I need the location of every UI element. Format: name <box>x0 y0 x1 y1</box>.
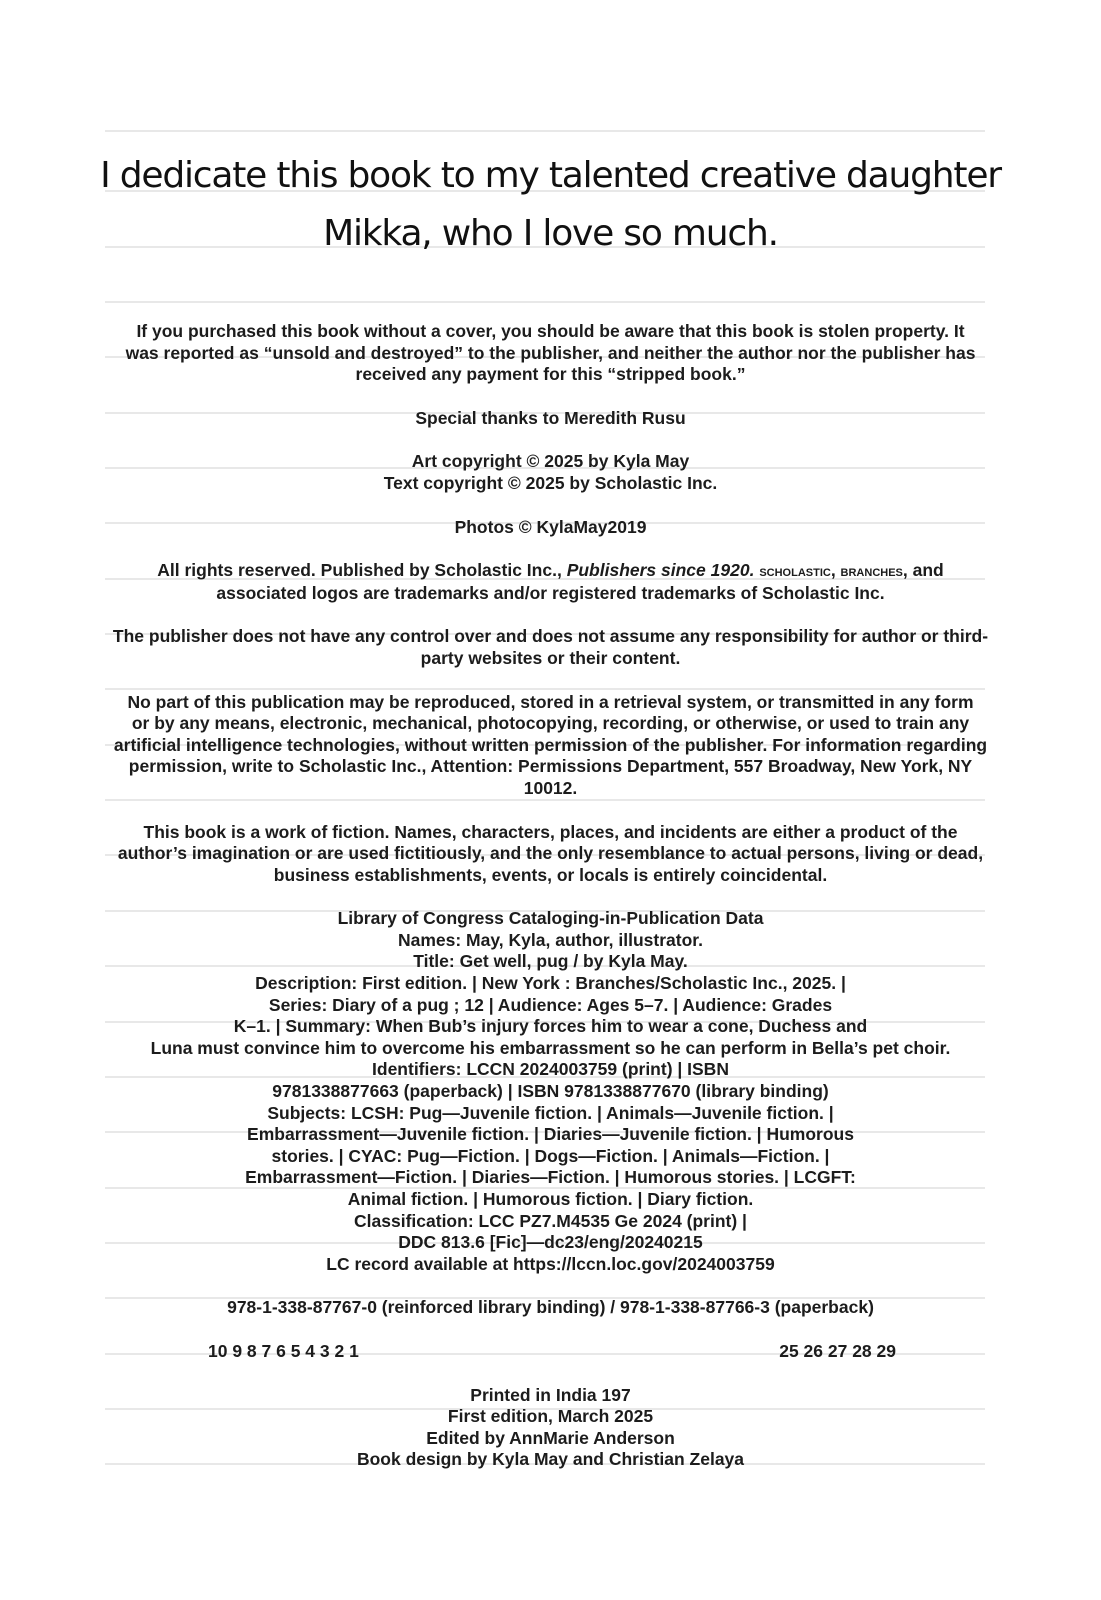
cip-line: Names: May, Kyla, author, illustrator. <box>397 929 704 950</box>
cip-line: Library of Congress Cataloging-in-Publication Data <box>337 908 764 929</box>
noreproduce-line-5: 10012. <box>523 777 578 798</box>
cip-line: Title: Get well, pug / by Kyla May. <box>413 951 688 972</box>
rights-text-2: , <box>830 560 841 581</box>
noreproduce-line-3: artificial intelligence technologies, without written permission of the publisher. For information regarding <box>113 734 988 755</box>
copyright-notice <box>100 451 1001 494</box>
noreproduce-line-1: No part of this publication may be reproduced, stored in a retrieval system, or transmitted in any form <box>127 691 974 712</box>
design-credit: Book design by Kyla May and Christian Zelaya <box>356 1449 745 1470</box>
thanks-line: Special thanks to Meredith Rusu <box>415 407 686 428</box>
rights-line-1 <box>100 560 1001 583</box>
cip-line: DDC 813.6 [Fic]—dc23/eng/20240215 <box>398 1232 703 1253</box>
isbn-text: 978-1-338-87767-0 (reinforced library binding) / 978-1-338-87766-3 (paperback) <box>227 1297 874 1318</box>
cip-line: Embarrassment—Fiction. | Diaries—Fiction. | Humorous stories. | LCGFT: <box>245 1167 856 1188</box>
rights-text-1: All rights reserved. Published by Scholastic Inc., <box>157 560 567 581</box>
cip-line: Embarrassment—Juvenile fiction. | Diaries—Juvenile fiction. | Humorous <box>247 1124 854 1145</box>
print-year-sequence: 25 26 27 28 29 <box>779 1340 896 1361</box>
trademark-scholastic: scholastic <box>759 563 831 581</box>
rights-reserved <box>100 560 1001 604</box>
cip-line: stories. | CYAC: Pug—Fiction. | Dogs—Fiction. | Animals—Fiction. | <box>271 1145 830 1166</box>
third-party-disclaimer <box>100 626 1001 669</box>
isbn-line <box>100 1297 1001 1319</box>
photos-line: Photos © KylaMay2019 <box>454 516 647 537</box>
cip-line: Classification: LCC PZ7.M4535 Ge 2024 (print) | <box>354 1210 747 1231</box>
cataloging-in-publication-data <box>100 908 1001 1275</box>
noreproduce-line-4: permission, write to Scholastic Inc., Attention: Permissions Department, 557 Broadway, New York, NY <box>128 756 973 777</box>
dedication-line-1: I dedicate this book to my talented creative daughter <box>100 155 1001 196</box>
fiction-line-2: author’s imagination or are used fictitiously, and the only resemblance to actual persons, living or dead, <box>117 843 984 864</box>
cip-line: 9781338877663 (paperback) | ISBN 9781338877670 (library binding) <box>272 1081 829 1102</box>
dedication <box>100 147 1001 263</box>
fiction-line-3: business establishments, events, or locals is entirely coincidental. <box>273 864 828 885</box>
cip-line: Series: Diary of a pug ; 12 | Audience: Ages 5–7. | Audience: Grades <box>268 994 833 1015</box>
print-number-sequence: 10 9 8 7 6 5 4 3 2 1 <box>208 1340 359 1361</box>
cip-line: Description: First edition. | New York : Branches/Scholastic Inc., 2025. | <box>255 973 846 994</box>
cip-line: Subjects: LCSH: Pug—Juvenile fiction. | Animals—Juvenile fiction. | <box>267 1102 834 1123</box>
editor-credit: Edited by AnnMarie Anderson <box>426 1427 675 1448</box>
cip-line: LC record available at https://lccn.loc.gov/2024003759 <box>326 1253 775 1274</box>
cip-line: Luna must convince him to overcome his embarrassment so he can perform in Bella’s pet choir. <box>150 1037 951 1058</box>
cip-line: Identifiers: LCCN 2024003759 (print) | ISBN <box>372 1059 729 1080</box>
notice-line-1: If you purchased this book without a cover, you should be aware that this book is stolen property. It <box>136 321 965 341</box>
text-copyright: Text copyright © 2025 by Scholastic Inc. <box>383 472 718 493</box>
photo-credit <box>100 517 1001 539</box>
copyright-page <box>100 120 1001 1471</box>
rights-text-3: , and <box>902 560 944 581</box>
printing-info <box>100 1385 1001 1471</box>
cip-line: K–1. | Summary: When Bub’s injury forces him to wear a cone, Duchess and <box>233 1016 868 1037</box>
notice-line-3: received any payment for this “stripped book.” <box>355 364 746 385</box>
stripped-book-notice <box>100 321 1001 386</box>
noreproduce-line-2: or by any means, electronic, mechanical, photocopying, recording, or otherwise, or used to train any <box>131 713 970 734</box>
art-copyright: Art copyright © 2025 by Kyla May <box>411 451 690 472</box>
publisher-tagline: Publishers since 1920. <box>566 560 755 581</box>
edition: First edition, March 2025 <box>447 1406 654 1427</box>
cip-line: Animal fiction. | Humorous fiction. | Diary fiction. <box>347 1189 754 1209</box>
notice-line-2: was reported as “unsold and destroyed” to the publisher, and neither the author nor the publisher has <box>125 342 976 363</box>
fiction-disclaimer <box>100 822 1001 887</box>
thirdparty-line-1: The publisher does not have any control over and does not assume any responsibility for author or third- <box>112 626 989 647</box>
special-thanks <box>100 408 1001 430</box>
printing-line <box>100 1341 1001 1363</box>
reproduction-notice <box>100 692 1001 800</box>
thirdparty-line-2: party websites or their content. <box>420 647 681 668</box>
trademark-branches: branches <box>840 563 903 581</box>
rights-line-2: associated logos are trademarks and/or registered trademarks of Scholastic Inc. <box>216 582 885 603</box>
fiction-line-1: This book is a work of fiction. Names, characters, places, and incidents are either a product of the <box>143 821 958 842</box>
dedication-line-2: Mikka, who I love so much. <box>323 213 778 254</box>
printed-in: Printed in India 197 <box>470 1384 631 1405</box>
